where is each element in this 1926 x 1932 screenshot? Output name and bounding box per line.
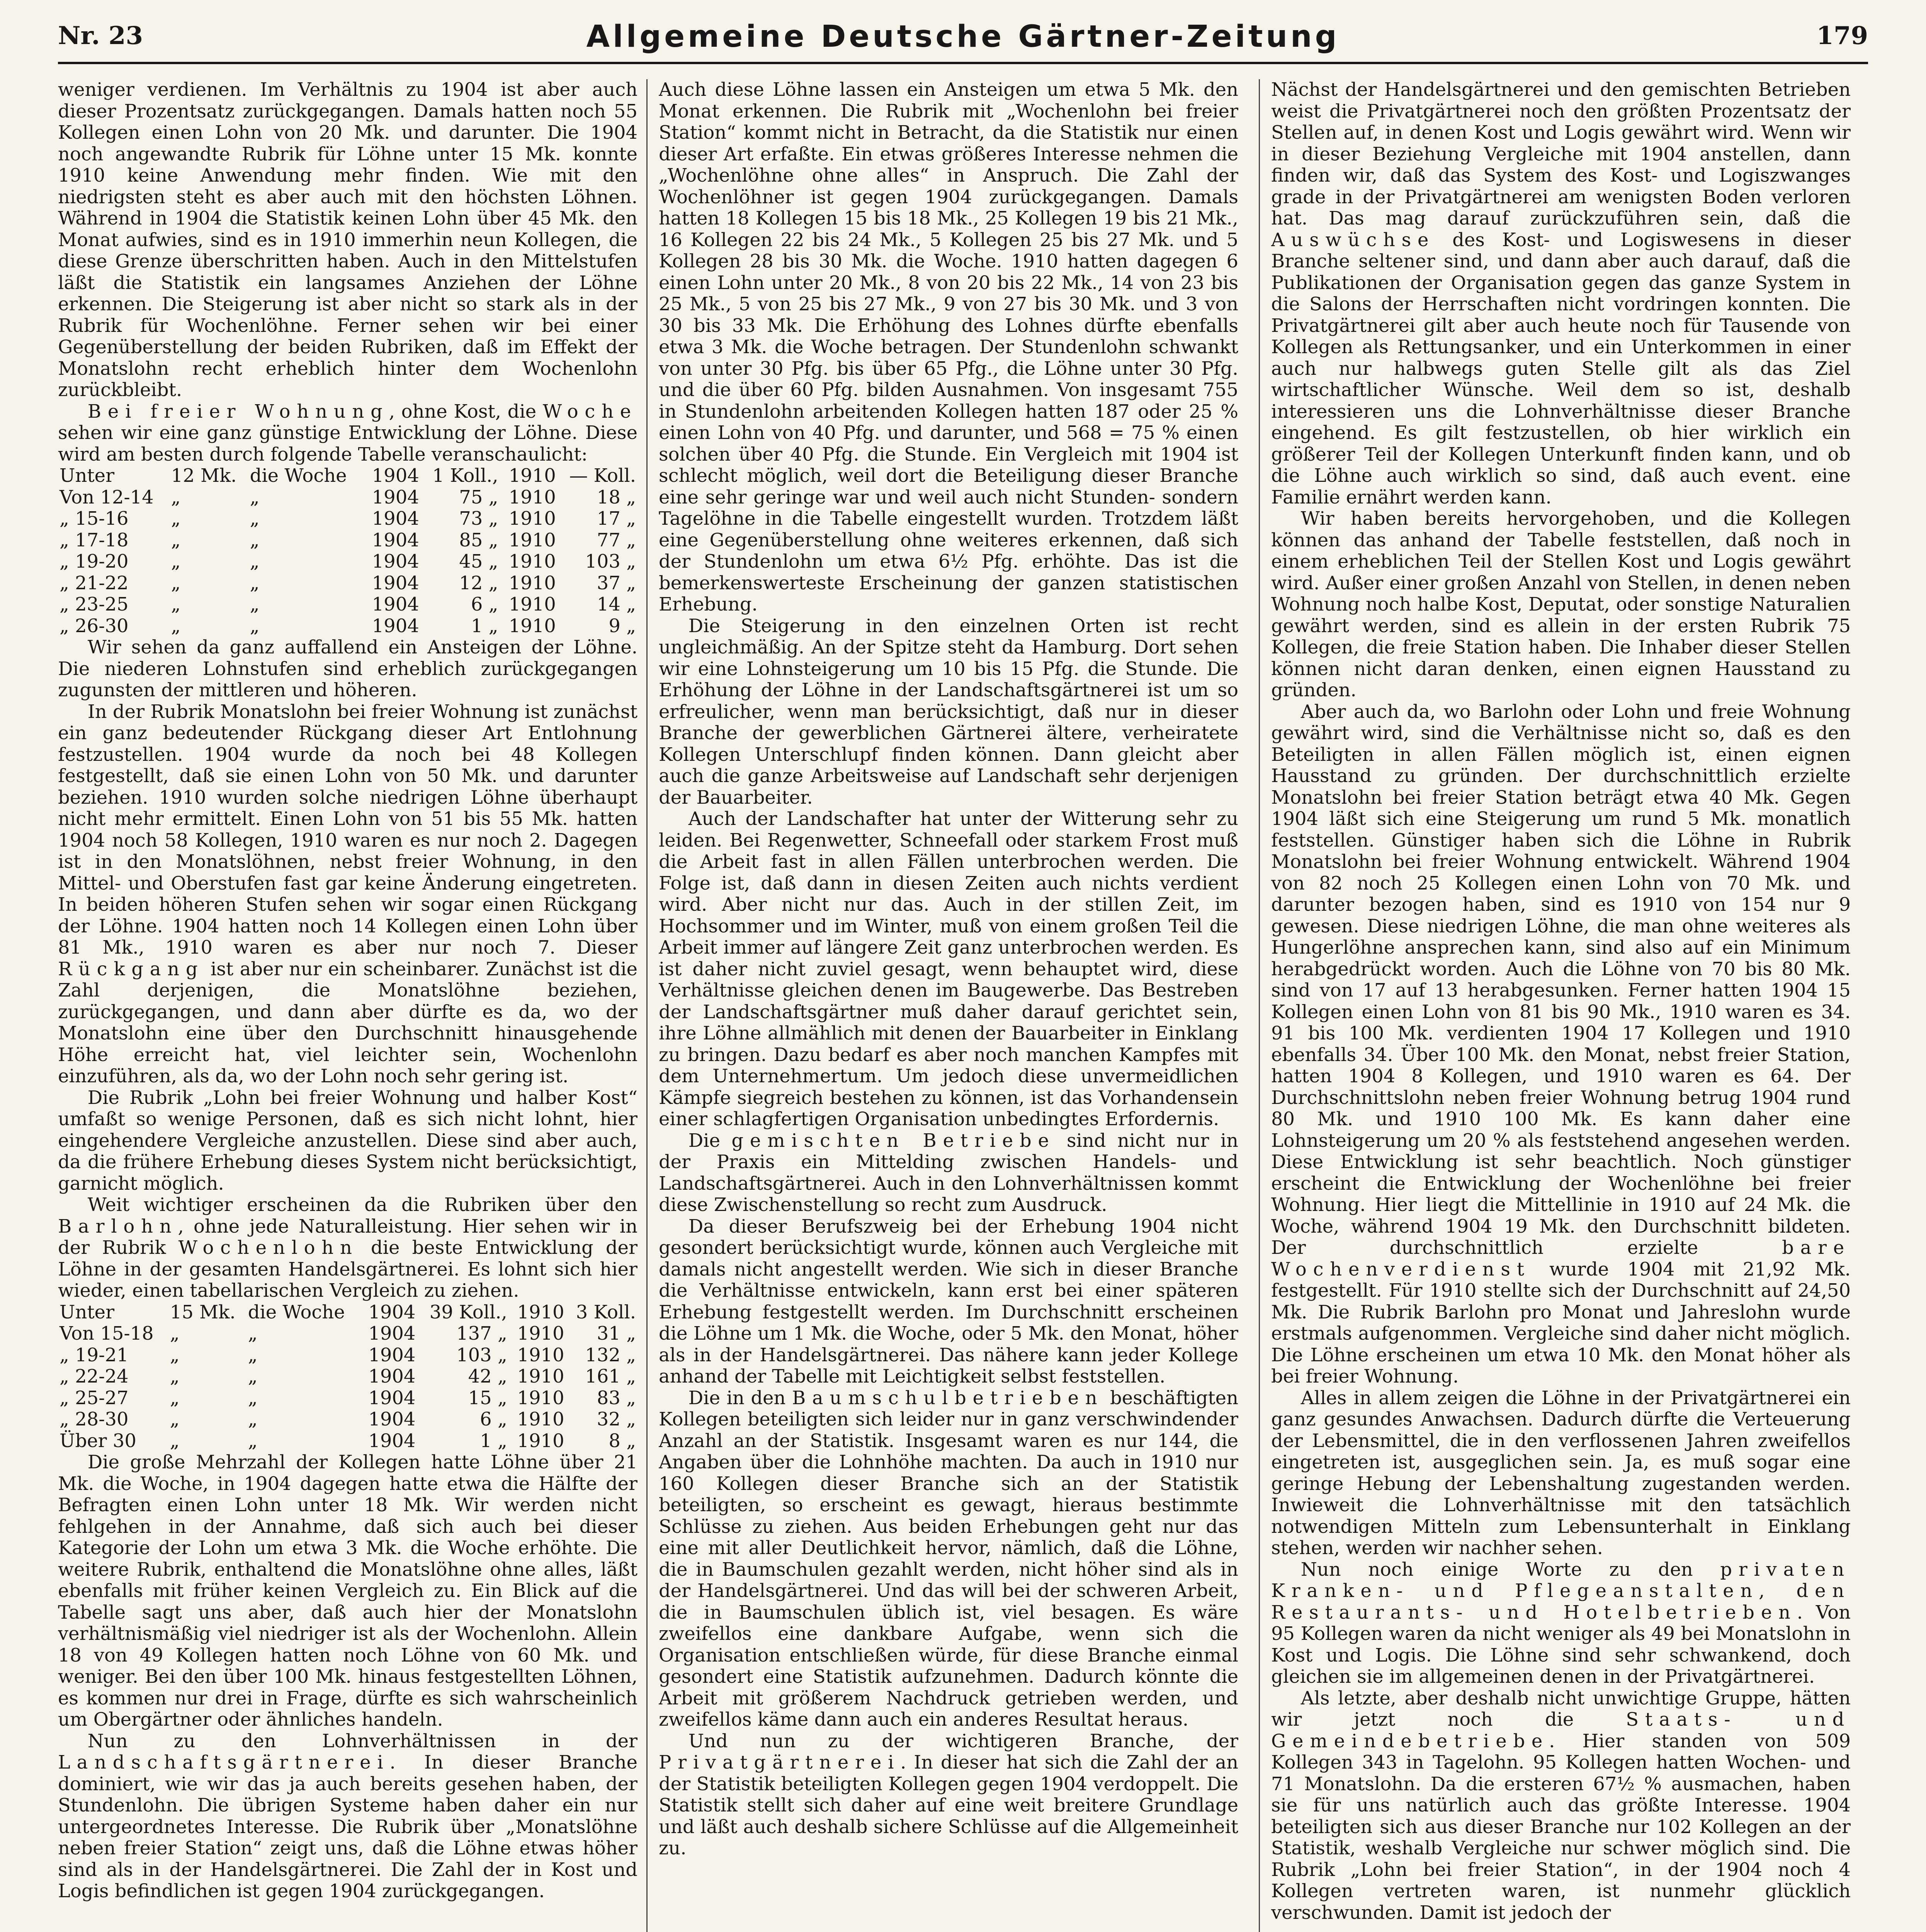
table-cell: 1904 bbox=[372, 594, 419, 615]
header-rule bbox=[58, 62, 1868, 64]
table-row bbox=[58, 616, 637, 637]
table-cell: 37 „ bbox=[597, 572, 636, 594]
table-cell: „ bbox=[250, 529, 260, 551]
table-cell: „ bbox=[170, 1408, 180, 1430]
table-cell: „ 22-24 bbox=[59, 1366, 129, 1387]
table-cell: „ 21-22 bbox=[59, 572, 129, 594]
paragraph: Wir haben bereits hervorgehoben, und die Kollegen können das anhand der Tabelle feststellen, daß noch in einem erheblichen Teil der Stellen Kost und Logis gewährt wird. Außer einer großen Anzahl von Stellen, in denen neben Wohnung noch halbe Kost, Deputat, oder sonstige Naturalien gewährt werden, sind es allein in der ersten Rubrik 75 Kollegen, die freie Station haben. Die Inhaber dieser Stellen können nicht daran denken, einen eignen Hausstand zu gründen. bbox=[1271, 508, 1851, 701]
table-cell: 77 „ bbox=[597, 529, 636, 551]
table-row bbox=[58, 594, 637, 616]
table-cell: 8 „ bbox=[609, 1430, 636, 1452]
page-number: 179 bbox=[1816, 21, 1868, 50]
table-cell: „ bbox=[170, 1344, 180, 1366]
table-cell: 1904 bbox=[372, 486, 419, 508]
table-cell: Von 15-18 bbox=[59, 1323, 154, 1344]
table-cell: 31 „ bbox=[597, 1323, 636, 1344]
table-cell: „ bbox=[250, 594, 260, 615]
paragraph: Die große Mehrzahl der Kollegen hatte Löhne über 21 Mk. die Woche, in 1904 dagegen hatte etwa die Hälfte der Befragten einen Lohn unter 18 Mk. Wir werden nicht fehlgehen in der Annahme, daß sich auch bei dieser Kategorie der Lohn um etwa 3 Mk. die Woche erhöhte. Die weitere Rubrik, enthaltend die Monatslöhne ohne alles, läßt ebenfalls mit früher keinen Vergleich zu. Ein Blick auf die Tabelle sagt uns aber, daß auch hier der Monatslohn verhältnismäßig viel niedriger ist als der Wochenlohn. Allein 18 von 49 Kollegen hatten noch Löhne von 60 Mk. und weniger. Bei den über 100 Mk. hinaus festgestellten Löhnen, es kommen nur drei in Frage, dürfte es sich wahrscheinlich um Obergärtner oder ähnliches handeln. bbox=[58, 1451, 637, 1730]
text-run: sind nicht nur in der Praxis ein Mittelding zwischen Handels- und Landschaftsgärtnerei. Auch in den Lohnverhältnissen kommt diese Zwischenstellung so recht zum Ausdruck. bbox=[659, 1129, 1238, 1216]
table-cell: 6 „ bbox=[471, 594, 498, 615]
table-cell: Unter bbox=[59, 1301, 115, 1323]
paragraph: Auch der Landschafter hat unter der Witterung sehr zu leiden. Bei Regenwetter, Schneefall oder starkem Frost muß die Arbeit fast in allen Fällen unterbrochen werden. Die Folge ist, daß dann in diesen Zeiten auch nichts verdient wird. Aber nicht nur das. Auch in der stillen Zeit, im Hochsommer und im Winter, muß von einem großen Teil die Arbeit immer auf längere Zeit ganz unterbrochen werden. Es ist daher nicht zuviel gesagt, wenn behauptet wird, diese Verhältnisse gleichen denen im Baugewerbe. Das Bestreben der Landschaftsgärtner muß daher darauf gerichtet sein, ihre Löhne allmählich mit denen der Bauarbeiter in Einklang zu bringen. Dazu bedarf es aber noch manchen Kampfes mit dem Unternehmertum. Um jedoch diese unvermeidlichen Kämpfe siegreich bestehen zu können, ist das Vorhandensein einer schlagfertigen Organisation unbedingtes Erfordernis. bbox=[659, 808, 1238, 1130]
table-cell: 1904 bbox=[372, 572, 419, 594]
table-cell: 32 „ bbox=[597, 1408, 636, 1430]
table-cell: „ bbox=[170, 1323, 180, 1344]
table-cell: 137 „ bbox=[456, 1323, 507, 1344]
table-cell: „ 17-18 bbox=[59, 529, 129, 551]
text-run: . In dieser Branche dominiert, wie wir das ja auch bereits gesehen haben, der Stundenlohn. Die übrigen Systeme haben daher ein nur untergeordnetes Interesse. Die Rubrik über „Monatslöhne neben freier Station“ zeigt uns, daß die Löhne etwas höher sind als in der Handelsgärtnerei. Die Zahl der in Kost und Logis befindlichen ist gegen 1904 zurückgegangen. bbox=[58, 1752, 637, 1902]
table-cell: 1910 bbox=[517, 1408, 564, 1430]
table-cell: 103 „ bbox=[585, 551, 636, 572]
text-run: Nächst der Handelsgärtnerei und den gemischten Betrieben weist die Privatgärtnerei noch den größten Prozentsatz der Stellen auf, in denen Kost und Logis gewährt wird. Wenn wir in dieser Beziehung Vergleiche mit 1904 anstellen, dann finden wir, daß das System des Kost- und Logiszwanges grade in der Privatgärtnerei am wenigsten Boden verloren hat. Das mag darauf zurückzuführen sein, daß die bbox=[1271, 79, 1851, 229]
table-cell: „ 25-27 bbox=[59, 1387, 129, 1409]
table-cell: 1910 bbox=[517, 1366, 564, 1387]
table-cell: „ 26-30 bbox=[59, 615, 129, 637]
spaced-emphasis: Bei freier Wohnung bbox=[87, 400, 389, 422]
column-divider bbox=[1259, 79, 1260, 1932]
spaced-emphasis: Landschaftsgärtnerei bbox=[58, 1752, 390, 1773]
table-cell: 1904 bbox=[368, 1430, 416, 1452]
table-cell: 1910 bbox=[508, 572, 556, 594]
table-cell: 12 „ bbox=[459, 572, 498, 594]
table-row bbox=[58, 573, 637, 594]
table-cell: „ bbox=[248, 1408, 258, 1430]
table-cell: Von 12-14 bbox=[59, 486, 154, 508]
table-cell: 1910 bbox=[508, 465, 556, 486]
table-cell: 17 „ bbox=[597, 508, 636, 529]
spaced-emphasis: gemischten Betriebe bbox=[731, 1129, 1056, 1151]
paragraph: Alles in allem zeigen die Löhne in der Privatgärtnerei ein ganz gesundes Anwachsen. Dadurch dürfte die Verteuerung der Lebensmittel, die in den verflossenen Jahren zweifellos eingetreten ist, ausgeglichen sein. Ja, es muß sogar eine geringe Hebung der Lebenshaltung zugestanden werden. Inwieweit die Lohnverhältnisse mit den tatsächlich notwendigen Mitteln zum Lebensunterhalt in Einklang stehen, werden wir nachher sehen. bbox=[1271, 1387, 1851, 1559]
text-run: beschäftigten Kollegen beteiligten sich leider nur in ganz verschwindender Anzahl an der Statistik. Insgesamt waren es nur 144, die Angaben über die Lohnhöhe machten. Da auch in 1910 nur 160 Kollegen dieser Branche sich an der Statistik beteiligten, so erscheint es gewagt, hieraus bestimmte Schlüsse zu ziehen. Aus beiden Erhebungen geht nur das eine mit aller Deutlichkeit hervor, nämlich, daß die Löhne, die in Baumschulen gezahlt werden, nicht höher sind als in der Handelsgärtnerei. Und das will bei der schweren Arbeit, die in Baumschulen üblich ist, viel besagen. Es wäre zweifellos eine dankbare Aufgabe, wenn sich die Organisation entschließen würde, für diese Branche einmal gesondert eine Statistik aufzunehmen. Dadurch könnte die Arbeit mit größerem Nachdruck getrieben werden, und zweifellos käme dann auch ein anderes Resultat heraus. bbox=[659, 1387, 1238, 1730]
table-cell: 12 Mk. bbox=[171, 465, 237, 486]
table-cell: „ bbox=[250, 572, 260, 594]
table-cell: Unter bbox=[59, 465, 115, 486]
table-cell: 1910 bbox=[517, 1387, 564, 1409]
table-row bbox=[58, 1366, 637, 1388]
table-cell: 45 „ bbox=[459, 551, 498, 572]
table-cell: 1904 bbox=[368, 1344, 416, 1366]
text-run: Aber auch da, wo Barlohn oder Lohn und freie Wohnung gewährt wird, sind die Verhältnisse nicht so, daß es den Beteiligten in allen Fällen möglich ist, einen eignen Hausstand zu gründen. Der durchschnittlich erzielte Monatslohn bei freier Station beträgt etwa 40 Mk. Gegen 1904 läßt sich eine Steigerung um rund 5 Mk. monatlich feststellen. Günstiger haben sich die Löhne in Rubrik Monatslohn bei freier Wohnung entwickelt. Während 1904 von 82 noch 25 Kollegen einen Lohn von 70 Mk. und darunter bezogen haben, sind es 1910 von 154 nur 9 gewesen. Diese niedrigen Löhne, die man ohne weiteres als Hungerlöhne ansprechen kann, sind also auf ein Minimum herabgedrückt worden. Auch die Löhne von 70 bis 80 Mk. sind von 17 auf 13 herabgesunken. Ferner hatten 1904 15 Kollegen einen Lohn von 81 bis 90 Mk., 1910 waren es 34. 91 bis 100 Mk. verdienten 1904 17 Kollegen und 1910 ebenfalls 34. Über 100 Mk. den Monat, nebst freier Station, hatten 1904 8 Kollegen, und 1910 waren es 64. Der Durchschnittslohn neben freier Wohnung betrug 1904 rund 80 Mk. und 1910 100 Mk. Es kann daher eine Lohnsteigerung um 20 % als feststehend angesehen werden. Diese Entwicklung ist sehr beachtlich. Noch günstiger erscheint die Entwicklung der Wochenlöhne bei freier Wohnung. Hier liegt die Mittellinie in 1910 auf 24 Mk. die Woche, während 1904 19 Mk. den Durchschnitt bildeten. Der durchschnittlich erzielte bbox=[1271, 701, 1851, 1259]
table-cell: 1910 bbox=[517, 1323, 564, 1344]
wage-table-weekly-free-housing bbox=[58, 465, 637, 637]
table-row bbox=[58, 1302, 637, 1323]
text-run: . Von 95 Kollegen waren da nicht weniger als 49 bei Monatslohn in Kost und Logis. Die Löhne sind sehr schwankend, doch gleichen sie im allgemeinen denen in der Privatgärtnerei. bbox=[1271, 1601, 1851, 1687]
spaced-emphasis: Rückgang bbox=[58, 958, 204, 980]
paragraph bbox=[659, 1130, 1238, 1216]
issue-number: Nr. 23 bbox=[58, 21, 143, 50]
text-run: . In dieser hat sich die Zahl der an der Statistik beteiligten Kollegen gegen 1904 verdoppelt. Die Statistik stellt sich daher auf eine weit breitere Grundlage und läßt auch deshalb sichere Schlüsse auf die Allgemeinheit zu. bbox=[659, 1752, 1238, 1859]
table-row bbox=[58, 1430, 637, 1452]
paragraph: Wir sehen da ganz auffallend ein Ansteigen der Löhne. Die niederen Lohnstufen sind erheblich zurückgegangen zugunsten der mittleren und höheren. bbox=[58, 636, 637, 701]
paragraph bbox=[1271, 1688, 1851, 1924]
table-cell: „ bbox=[250, 508, 260, 529]
table-cell: 15 Mk. bbox=[170, 1301, 236, 1323]
table-cell: 1904 bbox=[368, 1301, 416, 1323]
paragraph bbox=[58, 1194, 637, 1302]
table-cell: 1 „ bbox=[480, 1430, 507, 1452]
table-row bbox=[58, 1409, 637, 1430]
table-cell: die Woche bbox=[250, 465, 347, 486]
text-column-2 bbox=[659, 79, 1238, 1932]
table-cell: 1904 bbox=[372, 551, 419, 572]
text-column-3 bbox=[1271, 79, 1851, 1932]
paragraph: Die Rubrik „Lohn bei freier Wohnung und halber Kost“ umfaßt so wenige Personen, daß es sich nicht lohnt, hier eingehendere Vergleiche anzustellen. Diese sind aber auch, da die frühere Erhebung dieses System nicht berücksichtigt, garnicht möglich. bbox=[58, 1087, 637, 1194]
table-cell: 1910 bbox=[508, 529, 556, 551]
text-run: , ohne jede Naturalleistung. Hier sehen wir in der Rubrik bbox=[58, 1215, 637, 1259]
table-cell: „ bbox=[170, 1366, 180, 1387]
table-cell: 132 „ bbox=[585, 1344, 636, 1366]
table-cell: 15 „ bbox=[468, 1387, 507, 1409]
text-column-1 bbox=[58, 79, 637, 1932]
table-cell: 73 „ bbox=[459, 508, 498, 529]
table-cell: 1904 bbox=[368, 1366, 416, 1387]
text-run: Weit wichtiger erscheinen da die Rubriken über den bbox=[87, 1194, 637, 1216]
table-cell: 42 „ bbox=[468, 1366, 507, 1387]
table-cell: 14 „ bbox=[597, 594, 636, 615]
paragraph bbox=[659, 1388, 1238, 1731]
table-cell: 9 „ bbox=[609, 615, 636, 637]
table-cell: 18 „ bbox=[597, 486, 636, 508]
table-cell: 39 Koll., bbox=[429, 1301, 507, 1323]
paragraph bbox=[1271, 701, 1851, 1388]
table-cell: 161 „ bbox=[585, 1366, 636, 1387]
text-run: ist aber nur ein scheinbarer. Zunächst ist die Zahl derjenigen, die Monatslöhne beziehen, zurückgegangen, und dann aber dürfte es da, wo der Monatslohn eine über den Durchschnitt hinausgehende Höhe erreicht hat, viel leichter sein, Wochenlohn einzuführen, als da, wo der Lohn noch sehr gering ist. bbox=[58, 958, 637, 1087]
table-cell: 1910 bbox=[508, 508, 556, 529]
table-cell: 83 „ bbox=[597, 1387, 636, 1409]
text-run: Die in den bbox=[688, 1387, 786, 1409]
table-cell: die Woche bbox=[248, 1301, 345, 1323]
paragraph bbox=[58, 701, 637, 1087]
table-cell: 1910 bbox=[517, 1344, 564, 1366]
newspaper-title: Allgemeine Deutsche Gärtner-Zeitung bbox=[586, 19, 1340, 54]
table-row bbox=[58, 1388, 637, 1409]
spaced-emphasis: Auswüchse bbox=[1271, 229, 1435, 251]
table-cell: 1904 bbox=[372, 615, 419, 637]
table-row bbox=[58, 487, 637, 509]
table-cell: Über 30 bbox=[59, 1430, 136, 1452]
text-run: die beste Entwicklung der Löhne in der gesamten Handelsgärtnerei. Es lohnt sich hier wieder, einen tabellarischen Vergleich zu ziehen. bbox=[58, 1237, 637, 1301]
text-run: Nun noch einige Worte zu den bbox=[1300, 1558, 1693, 1580]
table-cell: „ bbox=[171, 486, 181, 508]
table-cell: „ bbox=[171, 508, 181, 529]
table-cell: 85 „ bbox=[459, 529, 498, 551]
spaced-emphasis: bare Wochenverdienst bbox=[1271, 1237, 1851, 1280]
table-cell: „ 28-30 bbox=[59, 1408, 129, 1430]
spaced-emphasis: Barlohn bbox=[58, 1215, 178, 1237]
text-run: Als letzte, aber deshalb nicht unwichtige Gruppe, hätten wir jetzt noch die bbox=[1271, 1687, 1851, 1730]
table-cell: 1904 bbox=[368, 1408, 416, 1430]
spaced-emphasis: Privatgärtnerei bbox=[659, 1752, 901, 1773]
table-cell: 1910 bbox=[508, 615, 556, 637]
table-cell: 103 „ bbox=[456, 1344, 507, 1366]
table-cell: „ bbox=[250, 486, 260, 508]
text-run: In der Rubrik Monatslohn bei freier Wohnung ist zunächst ein ganz bedeutender Rückgang dieser Art Entlohnung festzustellen. 1904 wurde da noch bei 48 Kollegen festgestellt, daß sie einen Lohn von 50 Mk. und darunter beziehen. 1910 wurden solche niedrigen Löhne überhaupt nicht mehr ermittelt. Einen Lohn von 51 bis 55 Mk. hatten 1904 noch 58 Kollegen, 1910 waren es nur noch 2. Dagegen ist in den Monatslöhnen, nebst freier Wohnung, in den Mittel- und Oberstufen fast gar keine Änderung eingetreten. In beiden höheren Stufen sehen wir sogar einen Rückgang der Löhne. 1904 hatten noch 14 Kollegen einen Lohn über 81 Mk., 1910 waren es aber nur noch 7. Dieser bbox=[58, 701, 637, 958]
table-cell: „ bbox=[250, 615, 260, 637]
text-run: wurde 1904 mit 21,92 Mk. festgestellt. Für 1910 stellte sich der Durchschnitt auf 24,50 Mk. Die Rubrik Barlohn pro Monat und Jahreslohn wurde erstmals aufgenommen. Vergleiche sind daher nicht möglich. Die Löhne erscheinen um etwa 10 Mk. den Monat höher als bei freier Wohnung. bbox=[1271, 1258, 1851, 1387]
table-cell: 1904 bbox=[372, 465, 419, 486]
table-cell: „ bbox=[171, 615, 181, 637]
wage-table-weekly-cash bbox=[58, 1302, 637, 1452]
table-cell: „ bbox=[248, 1387, 258, 1409]
table-cell: „ 15-16 bbox=[59, 508, 129, 529]
table-cell: 1 Koll., bbox=[432, 465, 498, 486]
spaced-emphasis: Staats- und Gemeindebetriebe bbox=[1271, 1709, 1851, 1752]
paragraph bbox=[58, 1731, 637, 1902]
table-cell: 1910 bbox=[517, 1430, 564, 1452]
paragraph bbox=[1271, 1559, 1851, 1688]
text-run: , ohne Kost, die bbox=[389, 400, 537, 422]
text-run: sehen wir eine ganz günstige Entwicklung der Löhne. Diese wird am besten durch folgende Tabelle veranschaulicht: bbox=[58, 422, 637, 465]
text-run: . Hier standen von 509 Kollegen 343 in Tagelohn. 95 Kollegen hatten Wochen- und 71 Monatslohn. Da die ersteren 67½ % ausmachen, haben sie für uns natürlich auch das größte Interesse. 1904 beteiligten sich aus dieser Branche nur 102 Kollegen an der Statistik, weshalb Vergleiche nur schwer möglich sind. Die Rubrik „Lohn bei freier Station“, in der 1904 noch 4 Kollegen vertreten waren, ist nunmehr glücklich verschwunden. Damit ist jedoch der bbox=[1271, 1730, 1851, 1923]
table-cell: 1910 bbox=[508, 486, 556, 508]
table-cell: 1910 bbox=[517, 1301, 564, 1323]
paragraph bbox=[58, 401, 637, 466]
table-cell: „ bbox=[248, 1366, 258, 1387]
table-row bbox=[58, 551, 637, 573]
table-cell: 3 Koll. bbox=[576, 1301, 636, 1323]
paragraph: Da dieser Berufszweig bei der Erhebung 1904 nicht gesondert berücksichtigt wurde, können auch Vergleiche mit damals nicht angestellt werden. Wie sich in dieser Branche die Verhältnisse entwickeln, kann erst bei einer späteren Erhebung festgestellt werden. Im Durchschnitt erscheinen die Löhne um 1 Mk. die Woche, oder 5 Mk. den Monat, höher als in der Handelsgärtnerei. Das nähere kann jeder Kollege anhand der Tabelle mit Leichtigkeit selbst feststellen. bbox=[659, 1215, 1238, 1387]
table-cell: „ bbox=[171, 529, 181, 551]
spaced-emphasis: Wochenlohn bbox=[178, 1237, 359, 1259]
table-row bbox=[58, 1323, 637, 1345]
table-cell: 1904 bbox=[372, 508, 419, 529]
text-run: Und nun zu der wichtigeren Branche, der bbox=[688, 1730, 1238, 1752]
paragraph: Auch diese Löhne lassen ein Ansteigen um etwa 5 Mk. den Monat erkennen. Die Rubrik mit „Wochenlohn bei freier Station“ kommt nicht in Betracht, da die Statistik nur einen dieser Art erfaßte. Ein etwas größeres Interesse nehmen die „Wochenlöhne ohne alles“ in Anspruch. Die Zahl der Wochenlöhner ist gegen 1904 zurückgegangen. Damals hatten 18 Kollegen 15 bis 18 Mk., 25 Kollegen 19 bis 21 Mk., 16 Kollegen 22 bis 24 Mk., 5 Kollegen 25 bis 27 Mk. und 5 Kollegen 28 bis 30 Mk. die Woche. 1910 hatten dagegen 6 einen Lohn unter 20 Mk., 8 von 20 bis 22 Mk., 14 von 23 bis 25 Mk., 5 von 25 bis 27 Mk., 9 von 27 bis 30 Mk. und 3 von 30 bis 33 Mk. Die Erhöhung des Lohnes dürfte ebenfalls etwa 3 Mk. die Woche betragen. Der Stundenlohn schwankt von unter 30 Pfg. bis über 65 Pfg., die Löhne unter 30 Pfg. und die über 60 Pfg. bilden Ausnahmen. Von insgesamt 755 in Stundenlohn arbeitenden Kollegen hatten 187 oder 25 % einen Lohn von 40 Pfg. und darunter, und 568 = 75 % einen solchen über 40 Pfg. die Stunde. Ein Vergleich mit 1904 ist schlecht möglich, weil dort die Beteiligung dieser Branche eine sehr geringe war und weil auch nicht Stunden- sondern Tagelöhne in die Tabelle eingestellt wurden. Trotzdem läßt eine Gegenüberstellung ohne weiteres erkennen, daß sich der Stundenlohn um etwa 6½ Pfg. erhöhte. Das ist die bemerkenswerteste Erscheinung der ganzen statistischen Erhebung. bbox=[659, 79, 1238, 615]
table-cell: — Koll. bbox=[569, 465, 636, 486]
paragraph bbox=[659, 1731, 1238, 1859]
paragraph bbox=[1271, 79, 1851, 508]
table-cell: „ 19-20 bbox=[59, 551, 129, 572]
column-divider bbox=[646, 79, 648, 1932]
table-cell: 1904 bbox=[368, 1323, 416, 1344]
table-cell: „ bbox=[248, 1323, 258, 1344]
paragraph: Die Steigerung in den einzelnen Orten ist recht ungleichmäßig. An der Spitze steht da Hamburg. Dort sehen wir eine Lohnsteigerung um 10 bis 15 Pfg. die Stunde. Die Erhöhung der Löhne in der Landschaftsgärtnerei ist um so erfreulicher, wenn man berücksichtigt, daß nur in dieser Branche der gewerblichen Gärtnerei ältere, verheiratete Kollegen Unterschlupf finden können. Dann gleicht aber auch die ganze Arbeitsweise auf Landschaft sehr derjenigen der Bauarbeiter. bbox=[659, 615, 1238, 808]
table-row bbox=[58, 530, 637, 551]
table-cell: 1910 bbox=[508, 551, 556, 572]
table-row bbox=[58, 1345, 637, 1366]
page-header bbox=[58, 15, 1868, 58]
table-cell: „ bbox=[250, 551, 260, 572]
table-cell: „ bbox=[248, 1344, 258, 1366]
table-cell: „ 23-25 bbox=[59, 594, 129, 615]
table-cell: „ 19-21 bbox=[59, 1344, 129, 1366]
table-cell: 1904 bbox=[368, 1387, 416, 1409]
table-cell: „ bbox=[171, 572, 181, 594]
table-row bbox=[58, 508, 637, 530]
table-cell: „ bbox=[170, 1430, 180, 1452]
table-cell: „ bbox=[170, 1387, 180, 1409]
table-cell: „ bbox=[171, 551, 181, 572]
table-cell: 75 „ bbox=[459, 486, 498, 508]
table-cell: 1904 bbox=[372, 529, 419, 551]
text-run: Die bbox=[688, 1129, 721, 1151]
table-row bbox=[58, 465, 637, 487]
table-cell: „ bbox=[171, 594, 181, 615]
paragraph: weniger verdienen. Im Verhältnis zu 1904 ist aber auch dieser Prozentsatz zurückgegangen. Damals hatten noch 55 Kollegen einen Lohn von 20 Mk. und darunter. Die 1904 noch angewandte Rubrik für Löhne unter 15 Mk. konnte 1910 keine Anwendung mehr finden. Wie mit den niedrigsten steht es aber auch mit den höchsten Löhnen. Während in 1904 die Statistik keinen Lohn über 45 Mk. den Monat aufwies, sind es in 1910 immerhin neun Kollegen, die diese Grenze überschritten haben. Auch in den Mittelstufen läßt die Statistik ein langsames Anziehen der Löhne erkennen. Die Steigerung ist aber nicht so stark als in der Rubrik für Wochenlöhne. Ferner sehen wir bei einer Gegenüberstellung der beiden Rubriken, daß im Effekt der Monatslohn recht erheblich hinter dem Wochenlohn zurückbleibt. bbox=[58, 79, 637, 401]
table-cell: 6 „ bbox=[480, 1408, 507, 1430]
table-cell: 1 „ bbox=[471, 615, 498, 637]
text-run: Nun zu den Lohnverhältnissen in der bbox=[87, 1730, 637, 1752]
spaced-emphasis: Woche bbox=[542, 400, 637, 422]
text-run: des Kost- und Logiswesens in dieser Branche seltener sind, und dann aber auch darauf, daß die Publikationen der Organisation gegen das ganze System in die Salons der Herrschaften nicht vordringen konnten. Die Privatgärtnerei gilt aber auch heute noch für Tausende von Kollegen als Rettungsanker, und ein Unterkommen in einer auch nur halbwegs guten Stelle gilt als das Ziel wirtschaftlicher Wünsche. Weil dem so ist, deshalb interessieren uns die Lohnverhältnisse dieser Branche eingehend. Es gilt festzustellen, ob hier wirklich ein größerer Teil der Kollegen Unterkunft finden kann, und ob die Löhne auch wirklich so sind, daß auch event. eine Familie ernährt werden kann. bbox=[1271, 229, 1851, 508]
table-cell: 1910 bbox=[508, 594, 556, 615]
spaced-emphasis: privaten Kranken- und Pflegeanstalten, den Restaurants- und Hotelbetrieben bbox=[1271, 1558, 1851, 1623]
table-cell: „ bbox=[248, 1430, 258, 1452]
spaced-emphasis: Baumschulbetrieben bbox=[792, 1387, 1104, 1409]
